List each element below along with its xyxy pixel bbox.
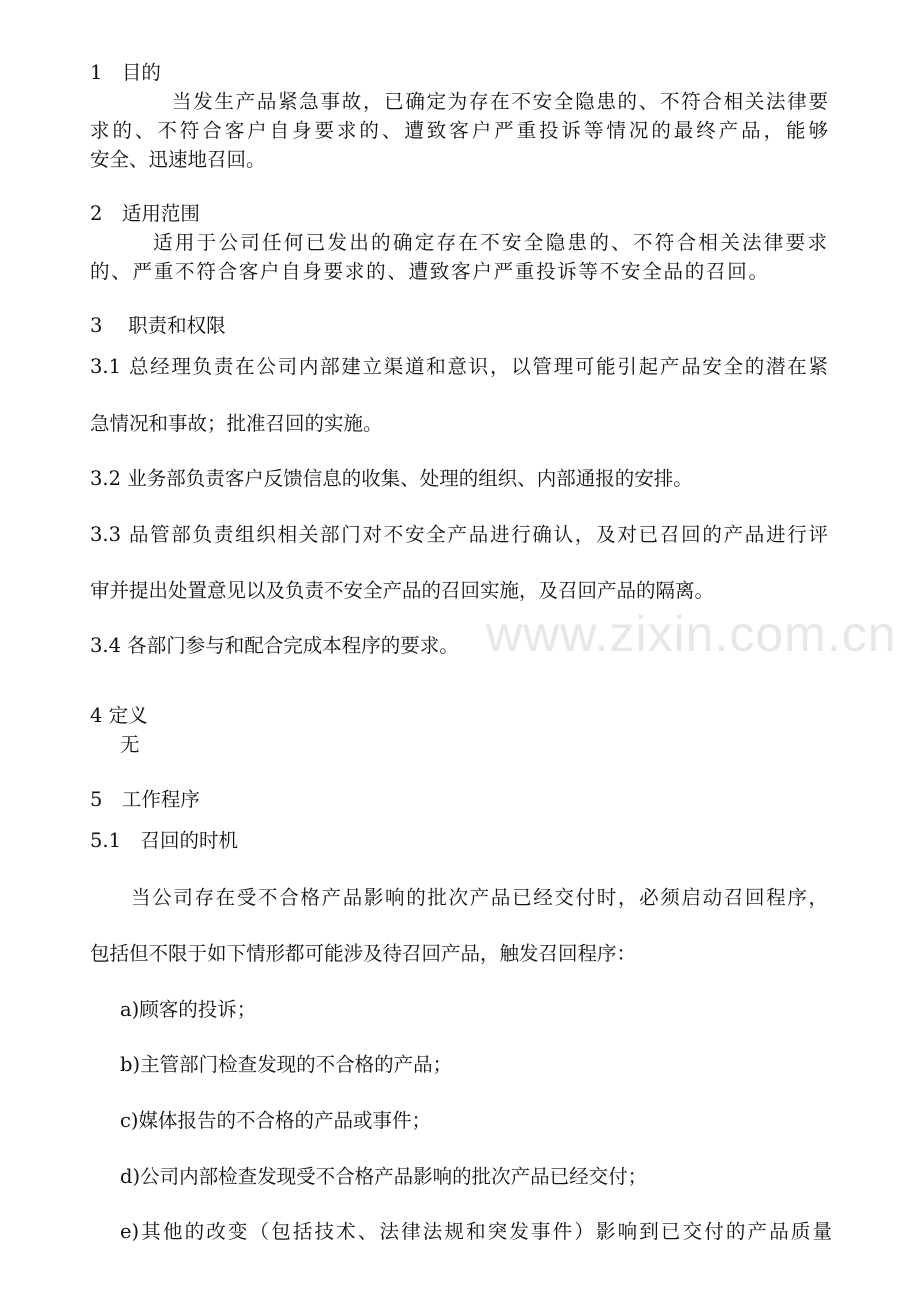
list-item-e: e)其他的改变（包括技术、法律法规和突发事件）影响到已交付的产品质量 — [120, 1220, 832, 1243]
section-5-heading: 5 工作程序 — [90, 788, 200, 811]
section-1-heading: 1 目的 — [90, 61, 161, 84]
section-3-heading: 3 职责和权限 — [90, 314, 226, 337]
section-1-paragraph-line: 当发生产品紧急事故，已确定为存在不安全隐患的、不符合相关法律要 — [172, 90, 828, 113]
section-3-1-line: 3.1 总经理负责在公司内部建立渠道和意识，以管理可能引起产品安全的潜在紧 — [90, 355, 828, 378]
section-4-heading: 4 定义 — [90, 704, 148, 727]
section-2-paragraph-line: 适用于公司任何已发出的确定存在不安全隐患的、不符合相关法律要求 — [153, 231, 827, 254]
list-item-d: d)公司内部检查发现受不合格产品影响的批次产品已经交付； — [120, 1165, 648, 1188]
section-3-3-line: 审并提出处置意见以及负责不安全产品的召回实施，及召回产品的隔离。 — [90, 579, 715, 602]
section-1-paragraph-line: 求的、不符合客户自身要求的、遭致客户严重投诉等情况的最终产品，能够 — [90, 119, 828, 142]
section-3-3-line: 3.3 品管部负责组织相关部门对不安全产品进行确认，及对已召回的产品进行评 — [90, 523, 828, 546]
section-5-1-paragraph-line: 当公司存在受不合格产品影响的批次产品已经交付时，必须启动召回程序， — [131, 886, 828, 909]
section-4-body: 无 — [120, 733, 140, 756]
section-1-paragraph-line: 安全、迅速地召回。 — [90, 148, 266, 171]
list-item-c: c)媒体报告的不合格的产品或事件； — [120, 1109, 432, 1132]
section-3-2-line: 3.2 业务部负责客户反馈信息的收集、处理的组织、内部通报的安排。 — [90, 467, 693, 490]
list-item-b: b)主管部门检查发现的不合格的产品； — [120, 1053, 453, 1076]
section-5-1-paragraph-line: 包括但不限于如下情形都可能涉及待召回产品，触发召回程序： — [90, 942, 637, 965]
section-2-heading: 2 适用范围 — [90, 202, 200, 225]
section-3-1-line: 急情况和事故；批准召回的实施。 — [90, 412, 383, 435]
section-5-1-heading: 5.1 召回的时机 — [90, 829, 239, 852]
watermark: www.zixin.com.cn — [486, 606, 897, 662]
section-2-paragraph-line: 的、严重不符合客户自身要求的、遭致客户严重投诉等不安全品的召回。 — [90, 260, 768, 283]
list-item-a: a)顾客的投诉； — [120, 998, 257, 1021]
section-3-4-line: 3.4 各部门参与和配合完成本程序的要求。 — [90, 634, 459, 657]
